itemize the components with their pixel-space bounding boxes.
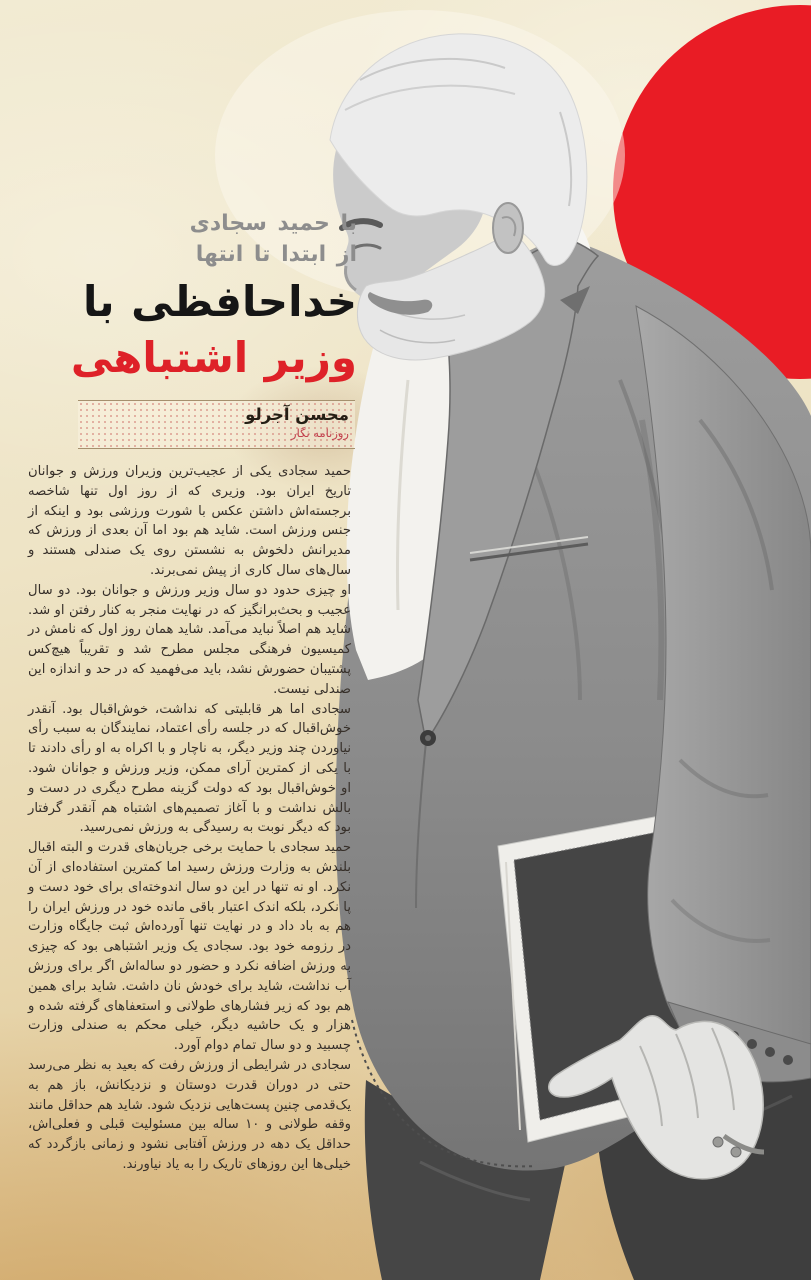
paragraph-2: او چیزی حدود دو سال وزیر ورزش و جوانان بود. دو سال عجیب و بحث‌برانگیز که در نهایت منجر به کنار رفتن او شد. شاید هم اصلاً نباید می‌آمد. شاید همان روز اول که نامش در کمیسیون فرهنگی مجلس مطرح شد و تقریباً هیچ‌کس پشتیبان حضورش نشد، باید می‌فهمید که در حد و اندازه این صندلی نیست. bbox=[28, 582, 351, 697]
author-name: محسن آجرلو bbox=[245, 405, 349, 424]
article-body bbox=[28, 462, 351, 1175]
headline-red: وزیر اشتباهی bbox=[70, 333, 357, 382]
author-role: روزنامه نگار bbox=[291, 426, 349, 440]
ear bbox=[493, 203, 523, 253]
paragraph-1: حمید سجادی یکی از عجیب‌ترین وزیران ورزش و جوانان تاریخ ایران بود. وزیری که از روز اول تنها شاخصه برجسته‌اش داشتن عکس با شورت ورزشی بود و اینکه از جنس ورزش است. شاید هم بود اما آن بعدی از ورزش که مدیرانش دلخوش به نشستن روی یک صندلی هستند و سال‌های سال کاری از پیش نمی‌برند. bbox=[28, 464, 351, 578]
kicker-line-1: با حمید سجادی bbox=[189, 211, 357, 236]
kicker-line-2: از ابتدا تا انتها bbox=[195, 242, 357, 267]
headline-black: خداحافظی با bbox=[82, 277, 357, 326]
byline-box bbox=[78, 400, 355, 449]
paragraph-5: سجادی در شرایطی از ورزش رفت که بعید به نظر می‌رسد حتی در دوران قدرت دوستان و نزدیکانش، باز هم به یک‌قدمی چنین پست‌هایی نزدیک شود. شاید هم حداقل مانند وقفه طولانی و ۱۰ ساله بین مسئولیت قبلی و فعلی‌اش، حداقل یک دهه در ورزش آفتابی نشود و زمانی بازگردد که خیلی‌ها این روزهای تاریک را به یاد نیاورند. bbox=[28, 1057, 351, 1172]
paragraph-4: حمید سجادی با حمایت برخی جریان‌های قدرت و البته اقبال بلندش به وزارت ورزش رسید اما کمترین استفاده‌ای از آن نکرد. او نه تنها در این دو سال اندوخته‌ای برای خود دست و پا نکرد، بلکه اندک اعتبار باقی مانده خود در ورزش ایران را هم به باد داد و در نهایت تنها آورده‌اش ثبت جایگاه وزارت در رزومه خود بود. سجادی یک وزیر اشتباهی بود که چیزی به ورزش اضافه نکرد و حضور دو ساله‌اش اگر برای ورزش آب نداشت، شاید برای خودش نان داشت. شاید برای همین هم بود که زیر فشارهای طولانی و استعفاهای گرفته شده و هزار و یک حاشیه دیگر، خیلی محکم به صندلی وزارت چسبید و دو سال تمام دوام آورد. bbox=[28, 840, 351, 1054]
paragraph-3: سجادی اما هر قابلیتی که نداشت، خوش‌اقبال بود. آنقدر خوش‌اقبال که در جلسه رأی اعتماد، نمایندگان به سبب رأی نیاوردن چند وزیر دیگر، به ناچار و با اکراه به او رأی دادند تا با یکی از کمترین آرای ممکن، وزیر ورزش و جوانان شود. او خوش‌اقبال بود که دولت گزینه مطرح دیگری در دست و بالش نداشت و با آغاز تصمیم‌های اشتباه هم آنقدر گرفتار بود که دیگر نوبت به رسیدگی به ورزش نمی‌رسید. bbox=[28, 701, 351, 836]
masthead bbox=[0, 208, 357, 386]
